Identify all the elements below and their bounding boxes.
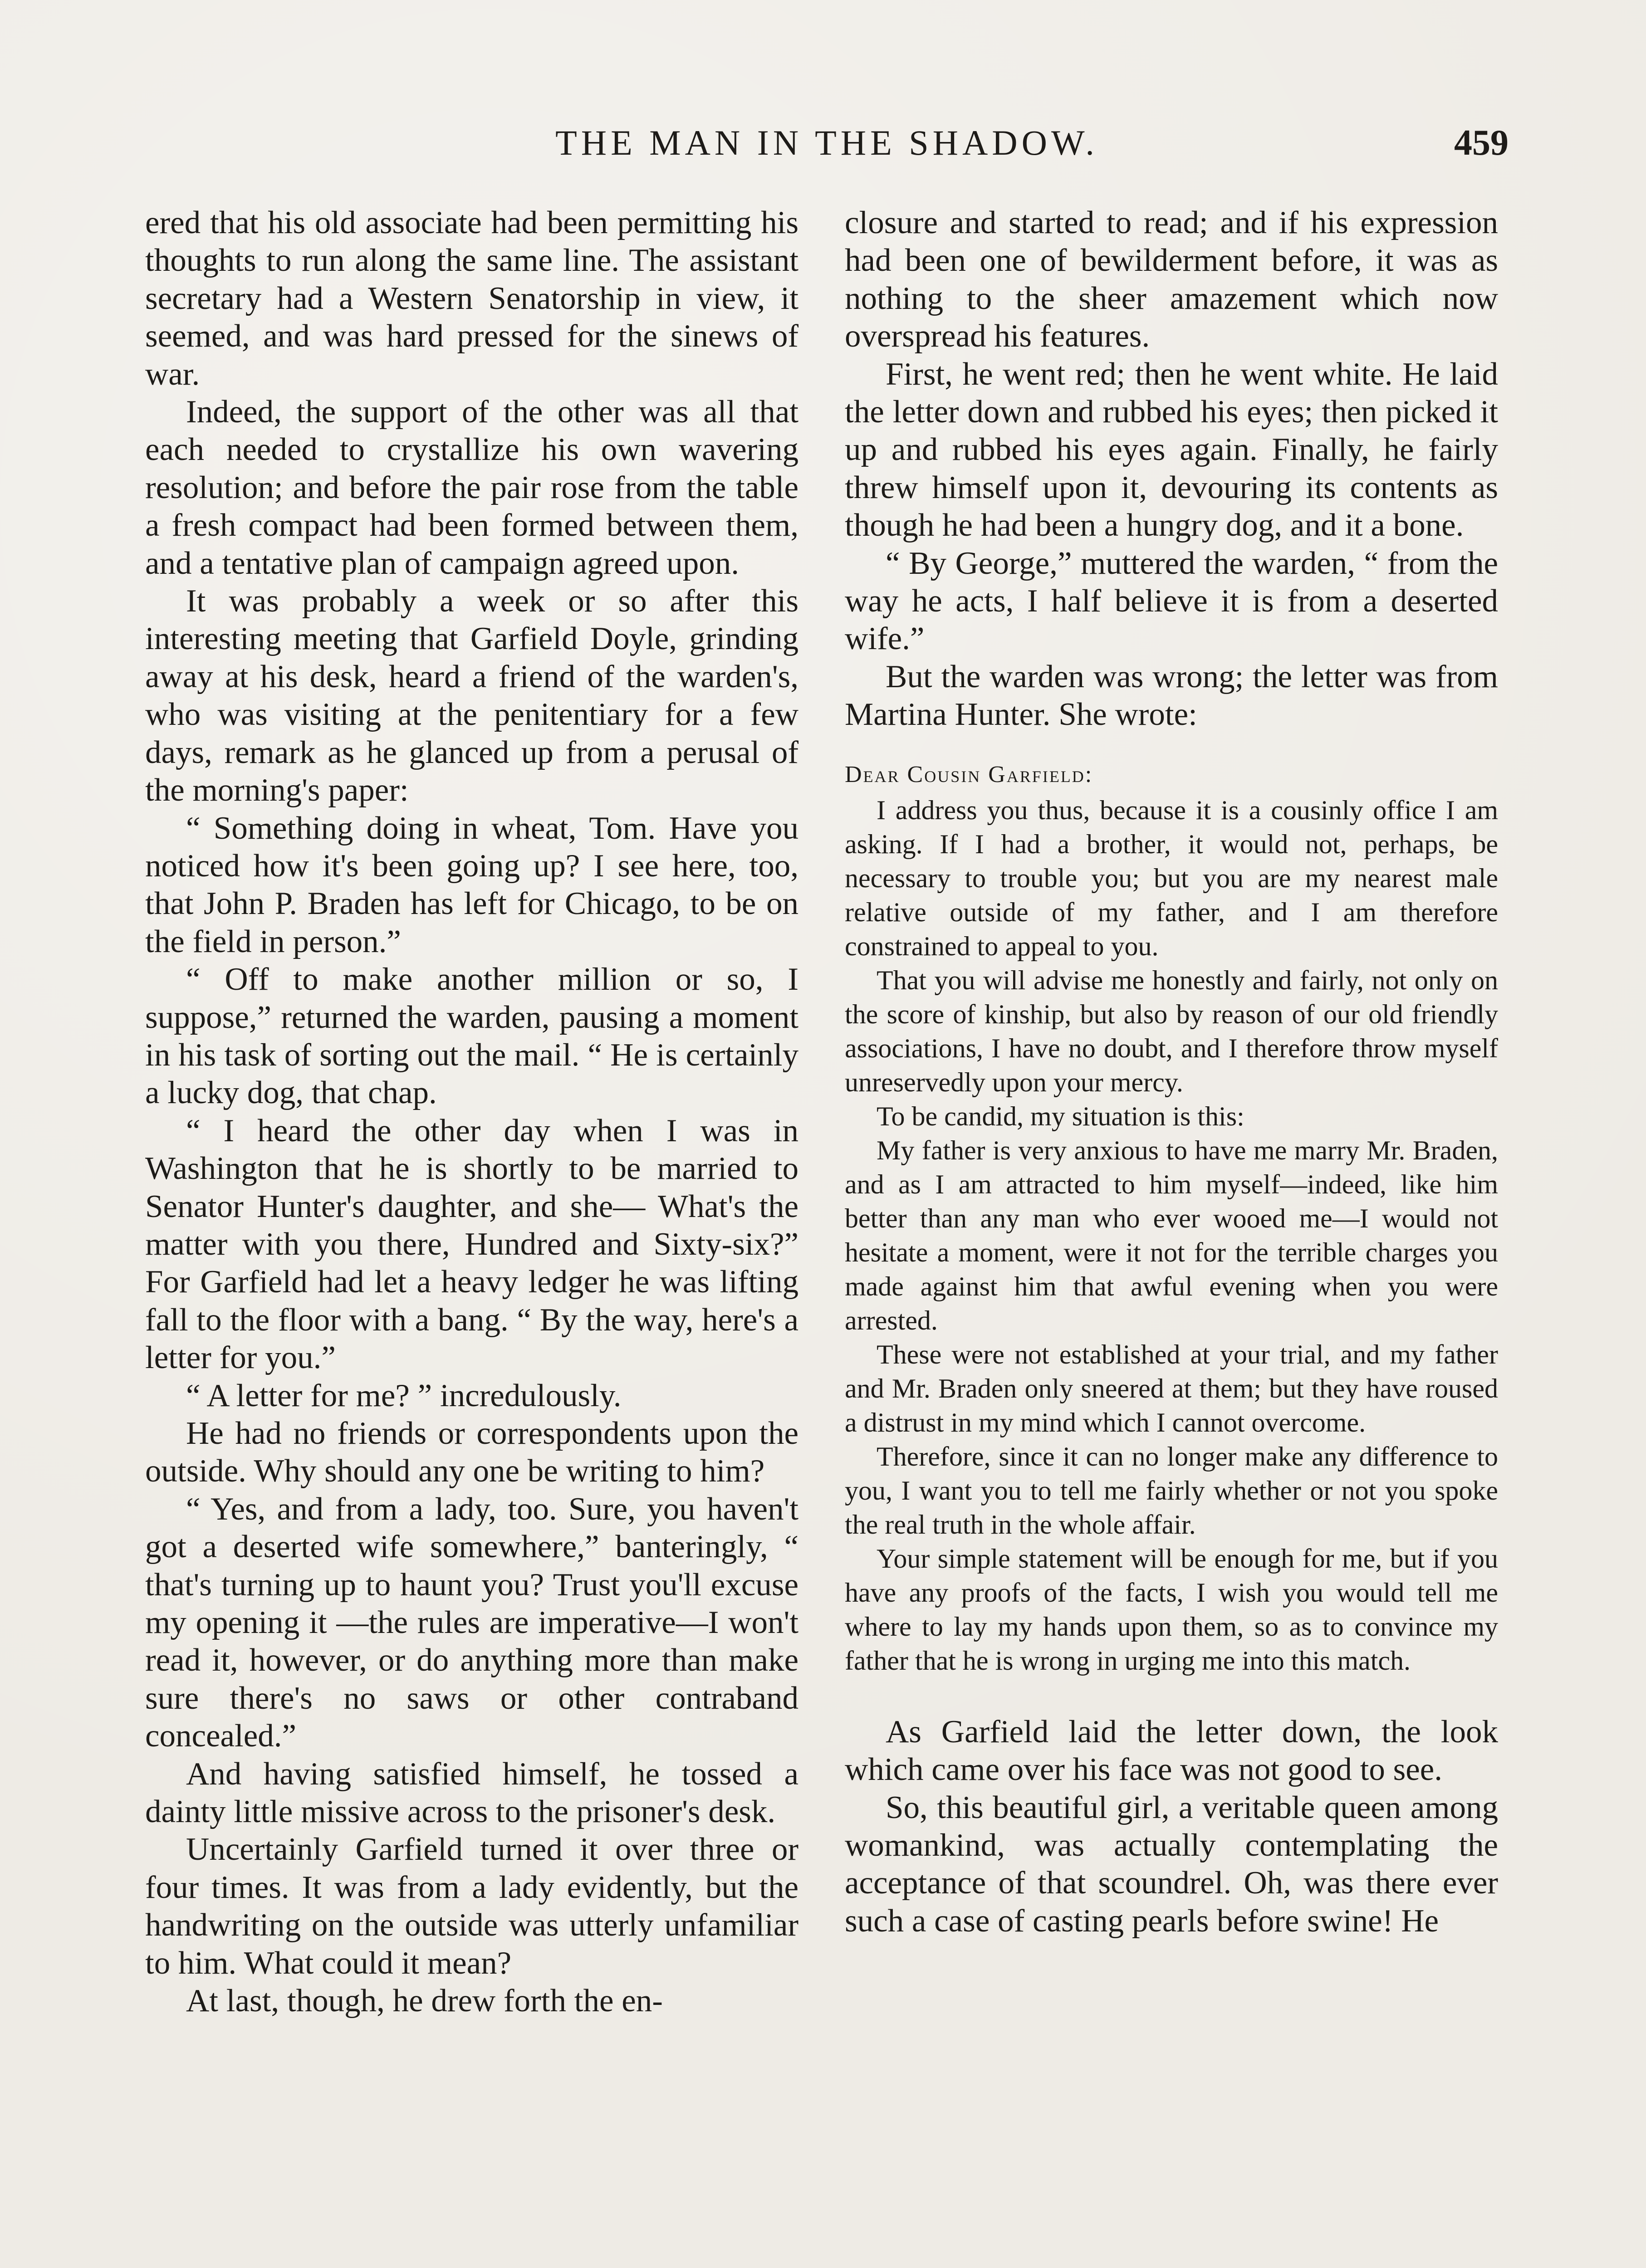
- letter-paragraph: I address you thus, because it is a cousinly office I am asking. If I had a brother, it would not, perhaps, be necessary to trouble you; but you are my nearest male relative outside of my father, and I am therefore constrained to appeal to you.: [845, 795, 1498, 961]
- paragraph: And having satisfied himself, he tossed a dainty little missive across to the prisoner's desk.: [145, 1756, 799, 1830]
- paragraph: First, he went red; then he went white. He laid the letter down and rubbed his eyes; then picked it up and rubbed his eyes again. Finally, he fairly threw himself upon it, devouring its contents as though he had been a hungry dog, and it a bone.: [845, 356, 1498, 543]
- paragraph: He had no friends or correspondents upon the outside. Why should any one be writing to him?: [145, 1416, 799, 1489]
- quoted-letter: [845, 761, 1498, 1678]
- paragraph: ered that his old associate had been permitting his thoughts to run along the same line. The assistant secretary had a Western Senatorship in view, it seemed, and was hard pressed for the sinews of war.: [145, 205, 799, 392]
- paragraph: It was probably a week or so after this interesting meeting that Garfield Doyle, grinding away at his desk, heard a friend of the warden's, who was visiting at the penitentiary for a few days, remark as he glanced up from a perusal of the morning's paper:: [145, 583, 799, 808]
- paragraph: “ By George,” muttered the warden, “ from the way he acts, I half believe it is from a deserted wife.”: [845, 545, 1498, 657]
- paragraph: Indeed, the support of the other was all that each needed to crystallize his own wavering resolution; and before the pair rose from the table a fresh compact had been formed between them, and a tentative plan of campaign agreed upon.: [145, 394, 799, 581]
- paragraph: “ Something doing in wheat, Tom. Have you noticed how it's been going up? I see here, too, that John P. Braden has left for Chicago, to be on the field in person.”: [145, 810, 799, 959]
- page-header: [145, 122, 1509, 172]
- paragraph: At last, though, he drew forth the en-: [186, 1983, 663, 2019]
- paragraph: But the warden was wrong; the letter was from Martina Hunter. She wrote:: [845, 659, 1498, 733]
- letter-paragraph: That you will advise me honestly and fairly, not only on the score of kinship, but also by reason of our old friendly associations, I have no doubt, and I therefore throw myself unreservedly upon your mercy.: [845, 965, 1498, 1097]
- paragraph: So, this beautiful girl, a veritable queen among womankind, was actually contemplating the acceptance of that scoundrel. Oh, was there ever such a case of casting pearls before swine! He: [845, 1789, 1498, 1939]
- post-letter-text: [845, 1713, 1498, 1940]
- letter-paragraph: To be candid, my situation is this:: [877, 1101, 1244, 1131]
- letter-paragraph: Your simple statement will be enough for me, but if you have any proofs of the facts, I wish you would tell me where to lay my hands upon them, so as to convince my father that he is wrong in urging me into this match.: [845, 1543, 1498, 1676]
- page-number: 459: [1454, 123, 1509, 163]
- paragraph: “ I heard the other day when I was in Washington that he is shortly to be married to Senator Hunter's daughter, and she— What's the matter with you there, Hundred and Sixty-six?” For Garfield had let a heavy ledger he was lifting fall to the floor with a bang. “ By the way, here's a letter for you.”: [145, 1113, 799, 1376]
- paragraph: “ A letter for me? ” incredulously.: [186, 1378, 622, 1413]
- letter-paragraph: My father is very anxious to have me marry Mr. Braden, and as I am attracted to him myself—indeed, like him better than any man who ever wooed me—I would not hesitate a moment, were it not for the terrible charges you made against him that awful evening when you were arrested.: [845, 1135, 1498, 1335]
- paragraph: closure and started to read; and if his expression had been one of bewilderment before, it was as nothing to the sheer amazement which now overspread his features.: [845, 205, 1498, 354]
- paragraph: As Garfield laid the letter down, the look which came over his face was not good to see.: [845, 1714, 1498, 1788]
- paragraph: Uncertainly Garfield turned it over three or four times. It was from a lady evidently, but the handwriting on the outside was utterly unfamiliar to him. What could it mean?: [145, 1832, 799, 1981]
- letter-paragraph: Therefore, since it can no longer make any difference to you, I want you to tell me fairly whether or not you spoke the real truth in the whole affair.: [845, 1441, 1498, 1540]
- running-title: THE MAN IN THE SHADOW.: [555, 123, 1098, 162]
- paragraph: “ Yes, and from a lady, too. Sure, you haven't got a deserted wife somewhere,” banteringly, “ that's turning up to haunt you? Trust you'll excuse my opening it —the rules are imperative—I won't read it, however, or do anything more than make sure there's no saws or other contraband concealed.”: [145, 1491, 799, 1754]
- paragraph: “ Off to make another million or so, I suppose,” returned the warden, pausing a moment in his task of sorting out the mail. “ He is certainly a lucky dog, that chap.: [145, 962, 799, 1111]
- letter-paragraph: These were not established at your trial, and my father and Mr. Braden only sneered at them; but they have roused a distrust in my mind which I cannot overcome.: [845, 1339, 1498, 1437]
- right-column: [845, 204, 1498, 2268]
- left-column: [145, 204, 799, 2268]
- letter-salutation: Dear Cousin Garfield:: [845, 761, 1093, 787]
